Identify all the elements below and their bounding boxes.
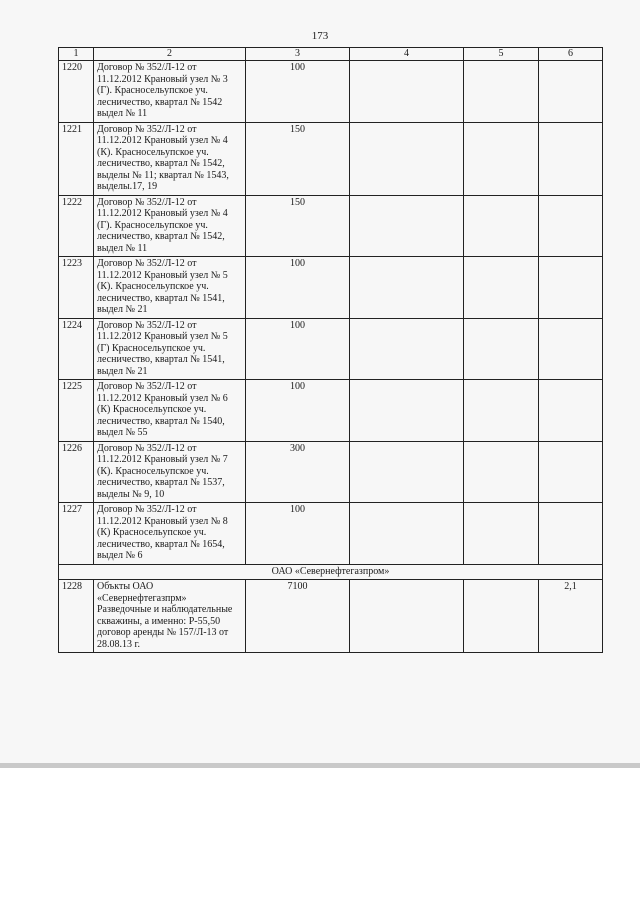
row-description: Договор № 352/Л-12 от 11.12.2012 Крановый узел № 6 (К) Красносельупское уч. лесничество, квартал № 1540, выдел № 55 — [94, 380, 246, 442]
row-number: 1225 — [59, 380, 94, 442]
row-col4 — [350, 61, 464, 123]
row-col5 — [464, 318, 539, 380]
column-header: 1 — [59, 48, 94, 61]
table-row — [59, 122, 603, 195]
row-col4 — [350, 441, 464, 503]
row-col6: 2,1 — [539, 580, 603, 653]
row-description: Договор № 352/Л-12 от 11.12.2012 Крановый узел № 8 (К) Красносельупское уч. лесничество, квартал № 1654, выдел № 6 — [94, 503, 246, 565]
row-area: 150 — [246, 195, 350, 257]
row-description: Договор № 352/Л-12 от 11.12.2012 Крановый узел № 4 (К). Красносельупское уч. лесничество, квартал № 1542, выделы № 11; квартал № 1543, выделы.17, 19 — [94, 122, 246, 195]
row-area: 100 — [246, 318, 350, 380]
row-col4 — [350, 257, 464, 319]
row-number: 1224 — [59, 318, 94, 380]
table-row — [59, 61, 603, 123]
row-col6 — [539, 503, 603, 565]
row-col5 — [464, 122, 539, 195]
table-row — [59, 380, 603, 442]
row-description: Договор № 352/Л-12 от 11.12.2012 Крановый узел № 4 (Г). Красносельупское уч. лесничество, квартал № 1542, выдел № 11 — [94, 195, 246, 257]
row-col6 — [539, 122, 603, 195]
column-header: 5 — [464, 48, 539, 61]
row-number: 1221 — [59, 122, 94, 195]
row-col4 — [350, 318, 464, 380]
row-area: 100 — [246, 503, 350, 565]
row-col4 — [350, 380, 464, 442]
data-table — [58, 47, 603, 653]
row-col5 — [464, 61, 539, 123]
row-description: Договор № 352/Л-12 от 11.12.2012 Крановый узел № 5 (Г) Красносельупское уч. лесничество, квартал № 1541, выдел № 21 — [94, 318, 246, 380]
table-row — [59, 318, 603, 380]
row-col4 — [350, 503, 464, 565]
row-col5 — [464, 195, 539, 257]
table-row — [59, 441, 603, 503]
row-number: 1220 — [59, 61, 94, 123]
table-row — [59, 195, 603, 257]
row-col6 — [539, 61, 603, 123]
section-header-row — [59, 564, 603, 580]
table-row — [59, 580, 603, 653]
row-description: Объкты ОАО «Севернефтегазпрм» Разведочные и наблюдательные скважины, а именно: Р-55,50 договор аренды № 157/Л-13 от 28.08.13 г. — [94, 580, 246, 653]
row-col5 — [464, 580, 539, 653]
row-col4 — [350, 195, 464, 257]
table-row — [59, 257, 603, 319]
row-col6 — [539, 441, 603, 503]
row-area: 300 — [246, 441, 350, 503]
row-col6 — [539, 257, 603, 319]
row-col5 — [464, 441, 539, 503]
row-number: 1223 — [59, 257, 94, 319]
row-description: Договор № 352/Л-12 от 11.12.2012 Крановый узел № 5 (К). Красносельупское уч. лесничество, квартал № 1541, выдел № 21 — [94, 257, 246, 319]
row-area: 7100 — [246, 580, 350, 653]
column-header: 3 — [246, 48, 350, 61]
row-col6 — [539, 195, 603, 257]
row-col6 — [539, 380, 603, 442]
row-number: 1226 — [59, 441, 94, 503]
row-area: 100 — [246, 380, 350, 442]
column-header: 4 — [350, 48, 464, 61]
row-col5 — [464, 380, 539, 442]
page-number: 173 — [311, 30, 329, 42]
section-title: ОАО «Севернефтегазпром» — [59, 564, 603, 580]
row-col4 — [350, 580, 464, 653]
row-description: Договор № 352/Л-12 от 11.12.2012 Крановый узел № 3 (Г). Красносельупское уч. лесничество, квартал № 1542 выдел № 11 — [94, 61, 246, 123]
row-col6 — [539, 318, 603, 380]
table-row — [59, 503, 603, 565]
row-number: 1222 — [59, 195, 94, 257]
column-header: 6 — [539, 48, 603, 61]
column-header: 2 — [94, 48, 246, 61]
scan-edge-divider — [0, 763, 640, 768]
row-area: 150 — [246, 122, 350, 195]
header-row — [59, 48, 603, 61]
row-number: 1228 — [59, 580, 94, 653]
row-col5 — [464, 257, 539, 319]
row-col4 — [350, 122, 464, 195]
row-col5 — [464, 503, 539, 565]
row-description: Договор № 352/Л-12 от 11.12.2012 Крановый узел № 7 (К). Красносельупское уч. лесничество, квартал № 1537, выделы № 9, 10 — [94, 441, 246, 503]
row-number: 1227 — [59, 503, 94, 565]
row-area: 100 — [246, 257, 350, 319]
row-area: 100 — [246, 61, 350, 123]
